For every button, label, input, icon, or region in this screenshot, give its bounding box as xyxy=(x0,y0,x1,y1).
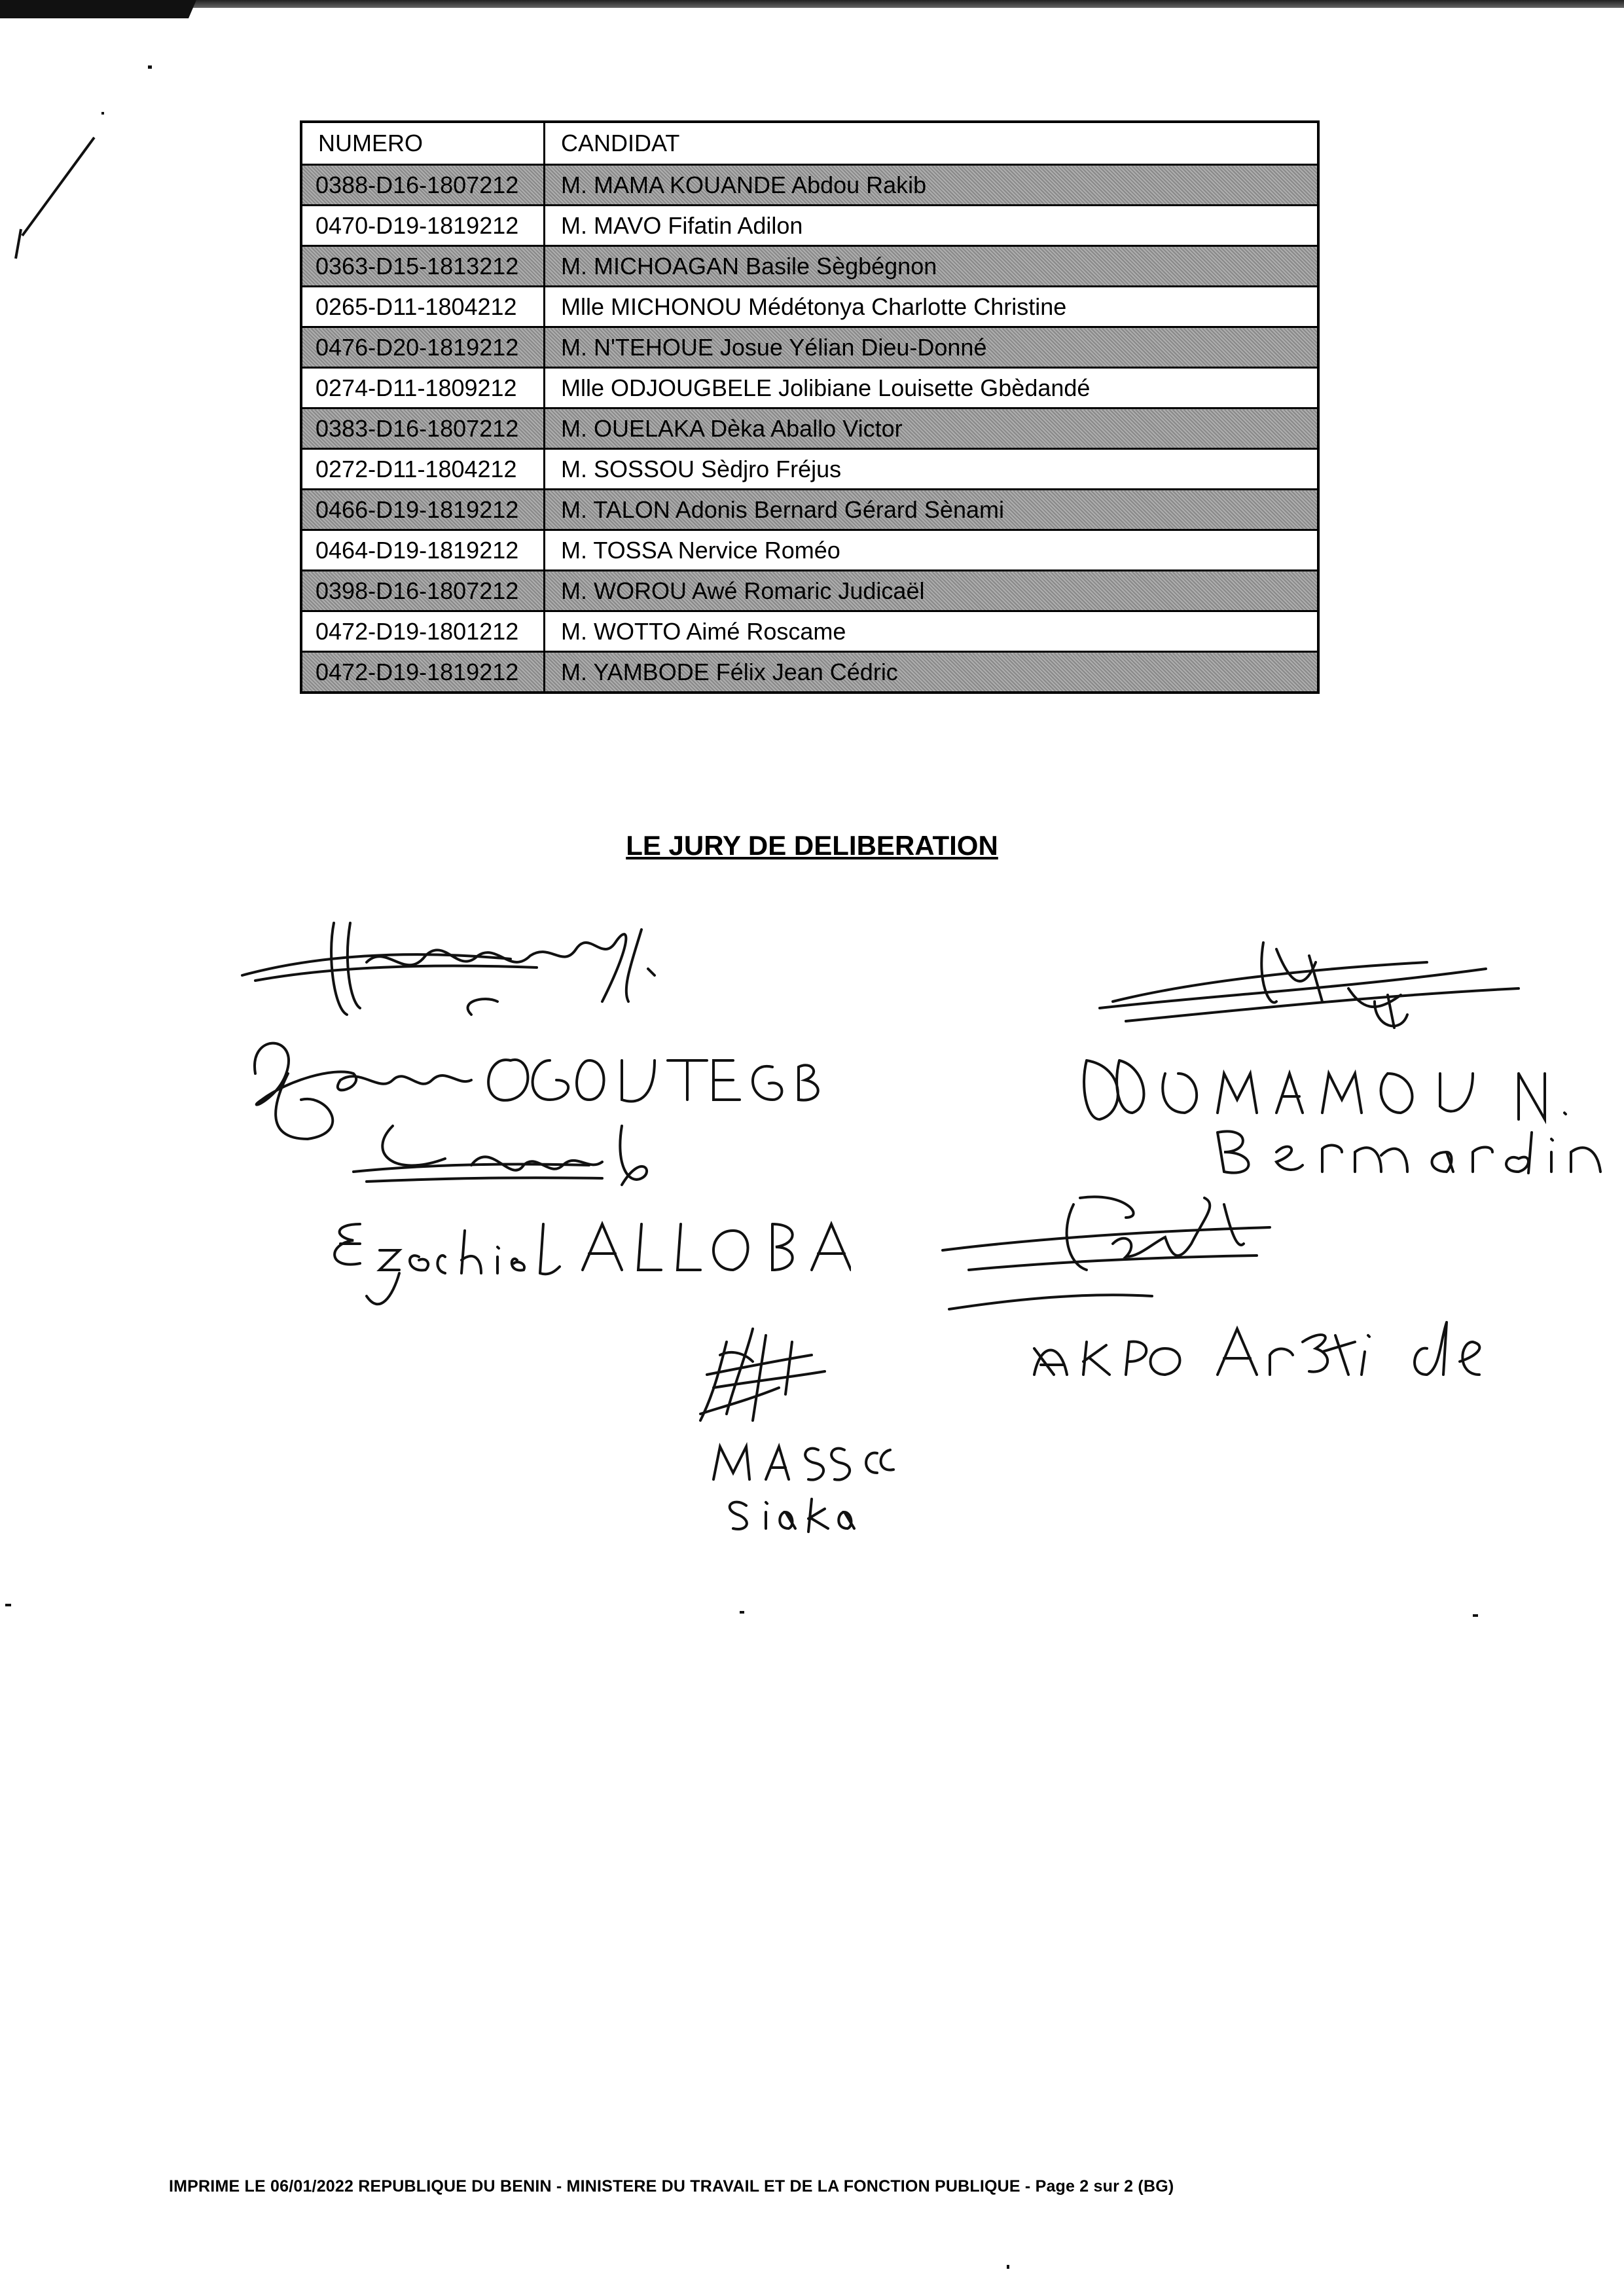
table-row xyxy=(301,449,1318,490)
table-row xyxy=(301,611,1318,652)
scan-speck xyxy=(1473,1614,1478,1617)
cell-numero: 0383-D16-1807212 xyxy=(301,408,545,449)
results-table xyxy=(300,120,1320,694)
cell-candidat: Mlle ODJOUGBELE Jolibiane Louisette Gbèdandé xyxy=(545,368,1319,408)
cell-numero: 0272-D11-1804212 xyxy=(301,449,545,490)
scan-speck xyxy=(740,1611,744,1614)
cell-candidat: M. SOSSOU Sèdjro Fréjus xyxy=(545,449,1319,490)
cell-candidat: M. TOSSA Nervice Roméo xyxy=(545,530,1319,571)
scan-stroke xyxy=(9,131,107,262)
signature-alloba xyxy=(314,1100,851,1335)
cell-numero: 0466-D19-1819212 xyxy=(301,490,545,530)
cell-candidat: M. YAMBODE Félix Jean Cédric xyxy=(545,652,1319,693)
signature-massou xyxy=(681,1316,897,1538)
table-body xyxy=(301,165,1318,693)
table-row xyxy=(301,206,1318,246)
cell-numero: 0388-D16-1807212 xyxy=(301,165,545,206)
cell-numero: 0476-D20-1819212 xyxy=(301,327,545,368)
cell-candidat: M. WOROU Awé Romaric Judicaël xyxy=(545,571,1319,611)
cell-candidat: M. OUELAKA Dèka Aballo Victor xyxy=(545,408,1319,449)
scan-top-edge-notch xyxy=(0,0,196,18)
table-row xyxy=(301,490,1318,530)
signature-akpo xyxy=(929,1178,1492,1401)
cell-candidat: M. MAVO Fifatin Adilon xyxy=(545,206,1319,246)
scan-speck xyxy=(1007,2265,1009,2269)
cell-numero: 0472-D19-1819212 xyxy=(301,652,545,693)
scan-speck xyxy=(101,112,104,115)
cell-candidat: Mlle MICHONOU Médétonya Charlotte Christine xyxy=(545,287,1319,327)
table-row xyxy=(301,530,1318,571)
cell-numero: 0363-D15-1813212 xyxy=(301,246,545,287)
table-row xyxy=(301,408,1318,449)
cell-numero: 0274-D11-1809212 xyxy=(301,368,545,408)
signature-djomamou xyxy=(1060,903,1623,1178)
cell-numero: 0398-D16-1807212 xyxy=(301,571,545,611)
scan-top-edge xyxy=(0,0,1624,8)
table-row xyxy=(301,165,1318,206)
cell-candidat: M. MAMA KOUANDE Abdou Rakib xyxy=(545,165,1319,206)
cell-numero: 0470-D19-1819212 xyxy=(301,206,545,246)
cell-numero: 0464-D19-1819212 xyxy=(301,530,545,571)
cell-numero: 0265-D11-1804212 xyxy=(301,287,545,327)
scan-speck xyxy=(5,1604,11,1606)
table-header-row xyxy=(301,122,1318,165)
column-header-candidat: CANDIDAT xyxy=(545,122,1319,165)
cell-numero: 0472-D19-1801212 xyxy=(301,611,545,652)
page-footer: IMPRIME LE 06/01/2022 REPUBLIQUE DU BENIN - MINISTERE DU TRAVAIL ET DE LA FONCTION PUBLIQUE - Page 2 sur 2 (BG) xyxy=(169,2177,1174,2196)
cell-candidat: M. WOTTO Aimé Roscame xyxy=(545,611,1319,652)
cell-candidat: M. N'TEHOUE Josue Yélian Dieu-Donné xyxy=(545,327,1319,368)
table-row xyxy=(301,287,1318,327)
table-row xyxy=(301,571,1318,611)
cell-candidat: M. TALON Adonis Bernard Gérard Sènami xyxy=(545,490,1319,530)
table-row xyxy=(301,246,1318,287)
table-row xyxy=(301,327,1318,368)
jury-heading: LE JURY DE DELIBERATION xyxy=(626,830,998,861)
column-header-numero: NUMERO xyxy=(301,122,545,165)
scan-speck xyxy=(148,65,152,69)
cell-candidat: M. MICHOAGAN Basile Sègbégnon xyxy=(545,246,1319,287)
table-row xyxy=(301,368,1318,408)
table-row xyxy=(301,652,1318,693)
